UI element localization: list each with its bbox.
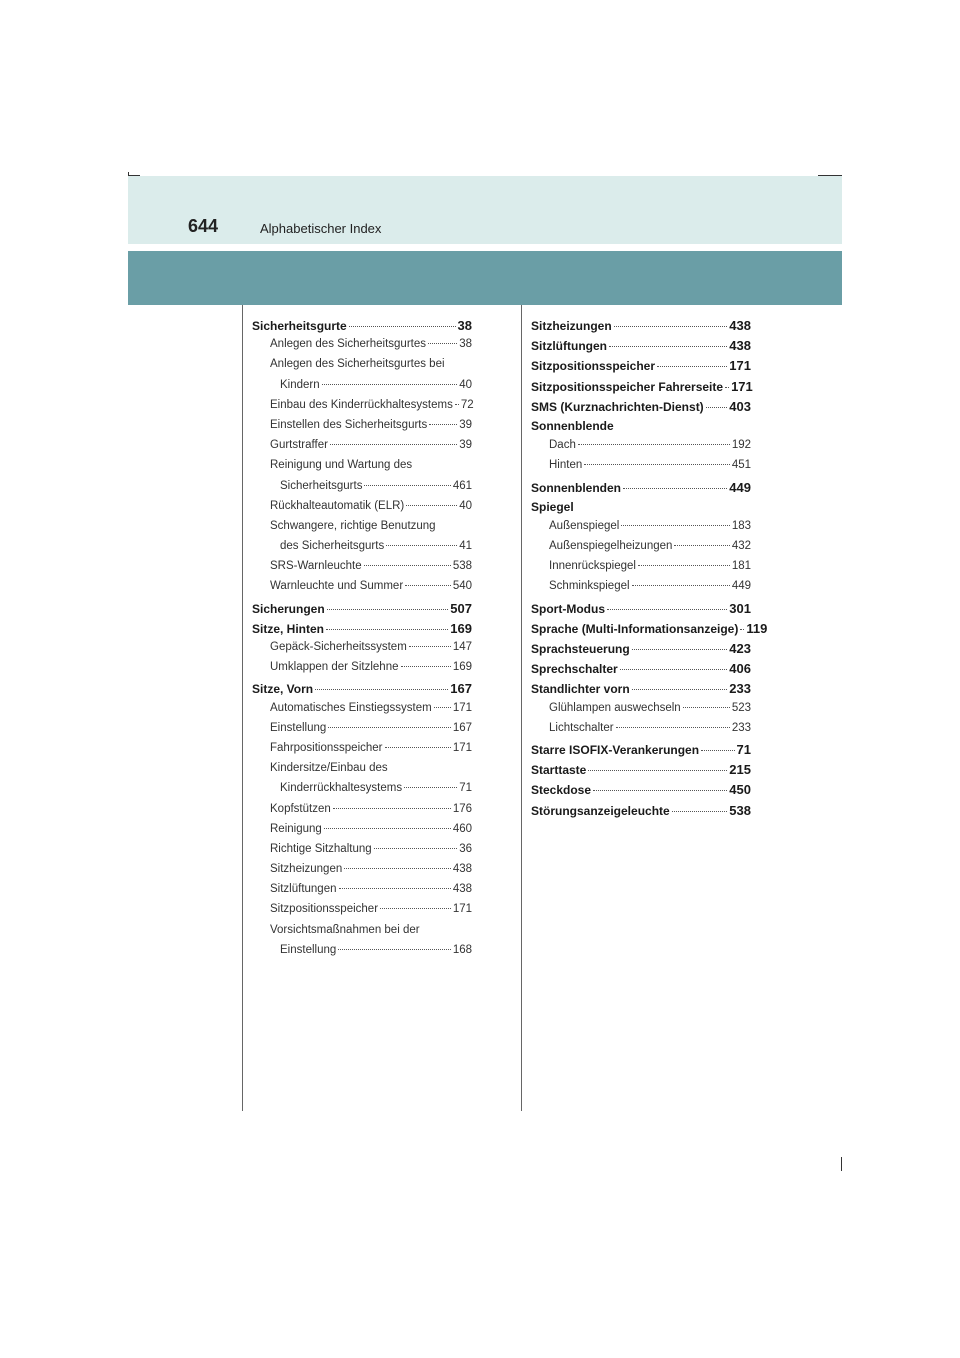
entry-label: des Sicherheitsgurts xyxy=(280,540,385,553)
entry-label: Reinigung xyxy=(270,822,322,835)
entry-page-number: 438 xyxy=(729,318,751,333)
index-entry xyxy=(531,338,751,358)
index-entry xyxy=(252,823,472,843)
dot-leader xyxy=(404,787,457,788)
index-heading: Anlegen des Sicherheitsgurtes bei xyxy=(270,358,445,371)
header-band xyxy=(128,251,842,305)
index-entry xyxy=(252,722,472,742)
entry-page-number: 171 xyxy=(452,903,472,916)
entry-label: Sprachsteuerung xyxy=(531,642,630,656)
dot-leader xyxy=(324,828,451,829)
index-entry xyxy=(531,379,751,399)
page-header xyxy=(128,176,842,244)
entry-label: Sprache (Multi-Informationsanzeige) xyxy=(531,621,739,636)
entry-page-number: 538 xyxy=(729,802,751,818)
dot-leader xyxy=(706,407,728,408)
dot-leader xyxy=(328,727,451,728)
entry-label: Glühlampen auswechseln xyxy=(549,701,681,714)
entry-page-number: 72 xyxy=(460,398,474,411)
index-entry xyxy=(252,419,472,439)
dot-leader xyxy=(616,727,730,728)
entry-page-number: 538 xyxy=(452,560,472,573)
column-divider xyxy=(521,305,522,1111)
dot-leader xyxy=(429,424,457,425)
entry-label: Rückhalteautomatik (ELR) xyxy=(270,499,405,512)
index-entry xyxy=(531,439,751,459)
entry-page-number: 39 xyxy=(459,418,472,431)
index-entry xyxy=(531,620,768,641)
entry-page-number: 38 xyxy=(459,338,472,351)
entry-page-number: 423 xyxy=(729,641,751,656)
dot-leader xyxy=(632,649,728,650)
index-entry xyxy=(252,782,472,802)
entry-page-number: 192 xyxy=(731,439,751,452)
page-number: 644 xyxy=(188,216,219,236)
entry-page-number: 171 xyxy=(452,741,472,754)
dot-leader xyxy=(364,565,451,566)
dot-leader xyxy=(638,565,730,566)
entry-label: Sicherungen xyxy=(252,601,325,616)
entry-label: Außenspiegel xyxy=(549,519,620,532)
entry-label: Sitzlüftungen xyxy=(531,339,607,354)
dot-leader xyxy=(364,485,450,486)
index-entry xyxy=(252,580,472,600)
entry-label: Sicherheitsgurte xyxy=(252,319,347,333)
dot-leader xyxy=(588,770,727,771)
entry-label: Sitzlüftungen xyxy=(270,883,337,896)
entry-label: Sitze, Vorn xyxy=(252,682,314,697)
index-heading: Kindersitze/Einbau des xyxy=(270,762,388,775)
entry-label: Dach xyxy=(549,439,576,452)
dot-leader xyxy=(701,750,734,751)
entry-label: Einstellung xyxy=(270,721,327,734)
entry-page-number: 507 xyxy=(450,600,472,616)
entry-label: SRS-Warnleuchte xyxy=(270,560,362,573)
entry-page-number: 449 xyxy=(729,479,751,495)
entry-page-number: 41 xyxy=(459,540,472,553)
index-entry xyxy=(252,944,472,964)
entry-page-number: 460 xyxy=(452,822,472,835)
column-divider xyxy=(242,305,243,1111)
dot-leader xyxy=(339,888,451,889)
index-entry xyxy=(252,903,472,923)
entry-label: Gepäck-Sicherheitssystem xyxy=(270,641,407,653)
entry-label: Sitzpositionsspeicher xyxy=(270,903,379,916)
dot-leader xyxy=(330,444,457,445)
entry-page-number: 169 xyxy=(452,661,472,674)
entry-label: Umklappen der Sitzlehne xyxy=(270,661,399,674)
entry-page-number: 71 xyxy=(459,782,472,795)
entry-label: Sprechschalter xyxy=(531,662,618,677)
entry-label: Kinderrückhaltesystems xyxy=(280,782,403,795)
entry-page-number: 403 xyxy=(729,398,751,414)
entry-page-number: 167 xyxy=(452,721,472,734)
index-entry xyxy=(252,399,472,419)
dot-leader xyxy=(614,326,728,327)
entry-page-number: 36 xyxy=(459,842,472,855)
index-entry xyxy=(252,661,472,681)
dot-leader xyxy=(621,525,729,526)
entry-page-number: 450 xyxy=(729,782,751,798)
entry-page-number: 301 xyxy=(729,600,751,616)
entry-page-number: 171 xyxy=(729,358,751,374)
index-entry xyxy=(531,540,751,560)
dot-leader xyxy=(620,669,728,670)
dot-leader xyxy=(428,343,457,344)
entry-page-number: 168 xyxy=(452,943,472,956)
entry-label: Sitzpositionsspeicher Fahrerseite xyxy=(531,379,724,394)
index-entry xyxy=(531,661,751,681)
entry-page-number: 119 xyxy=(746,620,768,636)
crop-mark xyxy=(841,1157,842,1171)
dot-leader xyxy=(327,609,449,610)
entry-page-number: 449 xyxy=(731,580,751,593)
entry-label: Außenspiegelheizungen xyxy=(549,540,673,553)
entry-label: Automatisches Einstiegssystem xyxy=(270,701,432,714)
index-heading: Vorsichtsmaßnahmen bei der xyxy=(270,923,420,936)
index-entry xyxy=(531,601,751,621)
entry-label: Steckdose xyxy=(531,783,592,798)
entry-label: Kopfstützen xyxy=(270,802,331,815)
index-heading: Sonnenblende xyxy=(531,418,614,433)
index-heading: Spiegel xyxy=(531,499,574,514)
dot-leader xyxy=(386,545,457,546)
dot-leader xyxy=(326,629,448,630)
entry-label: Sicherheitsgurts xyxy=(280,479,363,492)
index-entry xyxy=(531,722,751,742)
entry-page-number: 432 xyxy=(731,540,751,553)
dot-leader xyxy=(315,689,448,690)
dot-leader xyxy=(374,848,458,849)
index-entry xyxy=(252,883,472,903)
entry-page-number: 167 xyxy=(450,681,472,697)
entry-label: Anlegen des Sicherheitsgurtes xyxy=(270,338,426,351)
entry-label: Warnleuchte und Summer xyxy=(270,580,404,593)
entry-page-number: 147 xyxy=(452,641,472,653)
dot-leader xyxy=(623,488,727,489)
dot-leader xyxy=(455,404,459,405)
dot-leader xyxy=(674,545,729,546)
index-entry xyxy=(252,439,472,459)
entry-label: Gurtstraffer xyxy=(270,439,328,452)
dot-leader xyxy=(405,585,451,586)
dot-leader xyxy=(338,949,451,950)
entry-label: Starre ISOFIX-Verankerungen xyxy=(531,742,700,757)
index-entry xyxy=(531,520,751,540)
index-entry xyxy=(252,803,472,823)
index-entry xyxy=(531,358,751,378)
index-entry xyxy=(252,500,472,520)
index-entry xyxy=(252,601,472,621)
dot-leader xyxy=(657,366,727,367)
index-entry xyxy=(252,318,472,338)
dot-leader xyxy=(434,707,451,708)
entry-page-number: 406 xyxy=(729,661,751,677)
dot-leader xyxy=(322,384,458,385)
entry-label: Sitzpositionsspeicher xyxy=(531,359,656,374)
dot-leader xyxy=(607,609,727,610)
entry-page-number: 451 xyxy=(731,459,751,472)
entry-label: Kindern xyxy=(280,378,320,391)
entry-page-number: 438 xyxy=(729,338,751,354)
dot-leader xyxy=(409,646,451,647)
entry-page-number: 171 xyxy=(731,378,753,394)
index-entry xyxy=(252,742,472,762)
entry-page-number: 233 xyxy=(729,681,751,697)
index-entry xyxy=(531,318,751,338)
entry-page-number: 40 xyxy=(459,499,472,512)
entry-page-number: 540 xyxy=(452,580,472,593)
index-entry xyxy=(531,702,751,722)
dot-leader xyxy=(683,707,730,708)
entry-label: Sport-Modus xyxy=(531,601,605,616)
entry-page-number: 169 xyxy=(450,620,472,636)
entry-page-number: 71 xyxy=(736,741,751,757)
dot-leader xyxy=(406,505,457,506)
entry-label: Standlichter vorn xyxy=(531,682,630,697)
entry-page-number: 233 xyxy=(731,721,751,734)
entry-label: Sitzheizungen xyxy=(270,863,343,876)
dot-leader xyxy=(349,326,456,327)
entry-label: Störungsanzeigeleuchte xyxy=(531,803,670,818)
entry-label: Fahrpositionsspeicher xyxy=(270,741,383,754)
index-entry xyxy=(252,338,472,358)
dot-leader xyxy=(584,464,730,465)
dot-leader xyxy=(578,444,730,445)
index-entry xyxy=(252,540,472,560)
dot-leader xyxy=(344,868,451,869)
entry-label: Einstellen des Sicherheitsgurts xyxy=(270,418,428,431)
index-column-right xyxy=(531,318,768,823)
entry-page-number: 181 xyxy=(731,560,751,573)
entry-label: Einstellung xyxy=(280,943,337,956)
entry-label: Richtige Sitzhaltung xyxy=(270,842,372,855)
index-heading: Reinigung und Wartung des xyxy=(270,459,413,472)
entry-page-number: 176 xyxy=(452,802,472,815)
entry-page-number: 438 xyxy=(452,883,472,896)
dot-leader xyxy=(380,908,451,909)
index-entry xyxy=(252,863,472,883)
dot-leader xyxy=(672,811,728,812)
entry-page-number: 438 xyxy=(452,863,472,876)
index-entry xyxy=(531,480,751,500)
dot-leader xyxy=(609,346,727,347)
entry-label: Sitzheizungen xyxy=(531,319,612,333)
index-column-left xyxy=(252,318,472,964)
index-entry xyxy=(531,399,751,419)
index-entry xyxy=(531,560,751,580)
entry-label: Innenrückspiegel xyxy=(549,560,636,573)
index-entry xyxy=(252,560,472,580)
entry-label: Einbau des Kinderrückhaltesystems xyxy=(270,398,453,411)
index-entry xyxy=(531,803,751,823)
dot-leader xyxy=(385,747,451,748)
entry-page-number: 523 xyxy=(731,701,751,714)
entry-label: Sonnenblenden xyxy=(531,480,621,495)
index-entry xyxy=(252,621,472,641)
dot-leader xyxy=(593,790,727,791)
entry-label: Lichtschalter xyxy=(549,721,614,734)
index-entry xyxy=(531,459,751,479)
index-entry xyxy=(252,641,472,661)
index-entry xyxy=(531,641,751,661)
index-entry xyxy=(252,681,472,701)
dot-leader xyxy=(740,629,744,630)
entry-page-number: 39 xyxy=(459,439,472,452)
index-entry xyxy=(252,379,472,399)
dot-leader xyxy=(725,387,729,388)
entry-page-number: 171 xyxy=(452,701,472,714)
index-entry xyxy=(252,843,472,863)
dot-leader xyxy=(632,689,728,690)
dot-leader xyxy=(401,666,451,667)
index-entry xyxy=(531,782,751,802)
entry-page-number: 215 xyxy=(729,762,751,778)
entry-label: SMS (Kurznachrichten-Dienst) xyxy=(531,399,704,414)
index-entry xyxy=(531,681,751,701)
section-title: Alphabetischer Index xyxy=(260,221,382,236)
entry-label: Sitze, Hinten xyxy=(252,621,325,636)
entry-page-number: 183 xyxy=(731,519,751,532)
entry-label: Schminkspiegel xyxy=(549,580,630,593)
index-entry xyxy=(252,702,472,722)
index-entry xyxy=(531,762,751,782)
entry-page-number: 38 xyxy=(457,318,472,333)
dot-leader xyxy=(632,585,730,586)
entry-page-number: 461 xyxy=(452,479,472,492)
index-entry xyxy=(252,480,472,500)
entry-page-number: 40 xyxy=(459,378,472,391)
dot-leader xyxy=(333,808,451,809)
index-heading: Schwangere, richtige Benutzung xyxy=(270,519,436,532)
entry-label: Starttaste xyxy=(531,763,587,778)
index-entry xyxy=(531,580,751,600)
index-entry xyxy=(531,742,751,762)
entry-label: Hinten xyxy=(549,459,583,472)
